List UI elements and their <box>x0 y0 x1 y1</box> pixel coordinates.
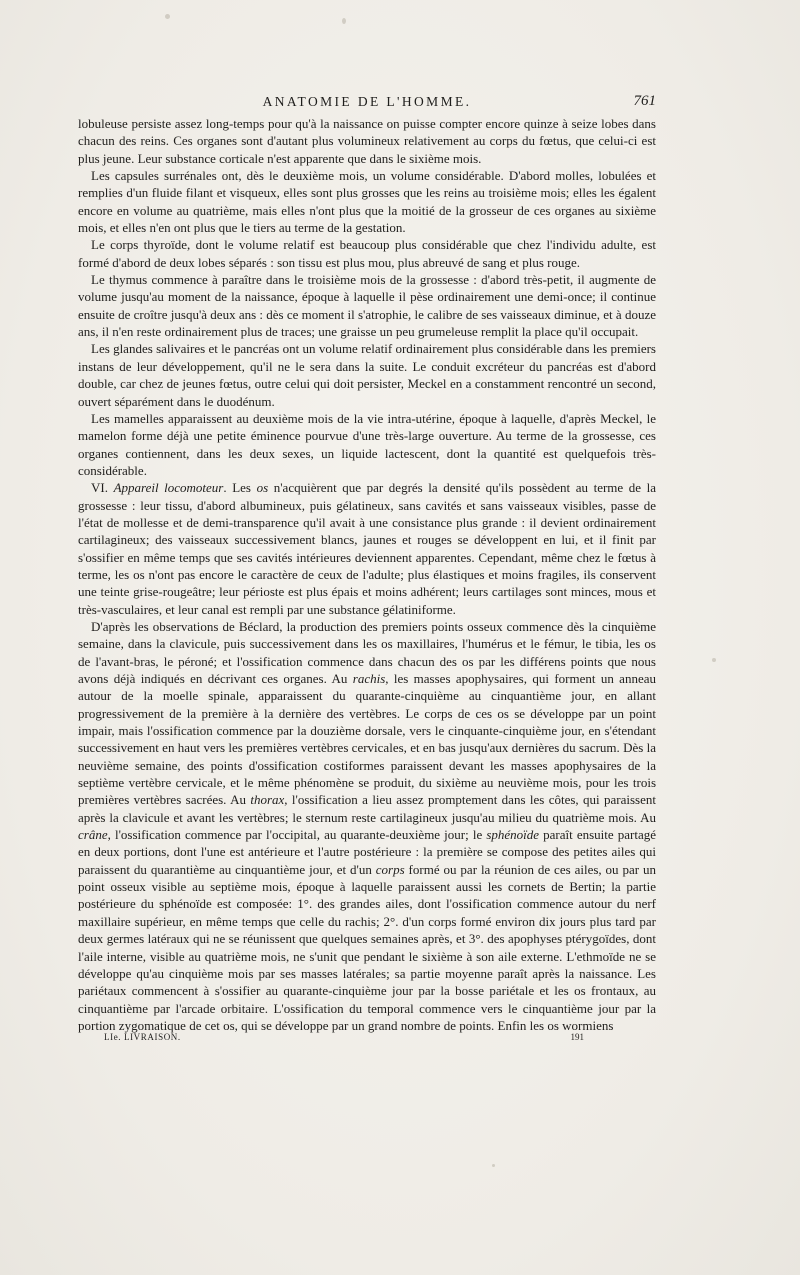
italic-term: corps <box>375 861 405 877</box>
text-run: Les capsules surrénales ont, dès le deuxième mois, un volume considérable. D'abord molles, lobulées et remplies d'un fluide filant et visqueux, elles sont plus grosses que les reins au troisième mois; elles les égalent encore en volume au quatrième, mais elles n'ont plus que la moitié de la grosseur de ces organes au sixième mois, et elles n'en ont plus que le tiers au terme de la gestation. <box>78 168 656 236</box>
page-header <box>78 94 656 114</box>
paragraph <box>78 479 656 618</box>
text-run: . Les <box>223 480 257 496</box>
italic-term: os <box>256 480 269 496</box>
text-run: formé ou par la réunion de ces ailes, ou par un point osseux visible au septième mois, époque à laquelle paraissent aussi les cornets de Bertin; la partie postérieure du sphénoïde est composée: 1°. des grandes ailes, dont l'ossification commence autour du nerf maxillaire supérieur, en même temps que celle du rachis; 2°. d'un corps formé environ dix jours plus tard par deux germes latéraux qui ne se réunissent que quelques semaines après, et 3°. des apophyses ptérygoïdes, dont l'aile interne, visible au quatrième mois, ne s'unit que pendant le sixième à son aile externe. L'ethmoïde ne se développe qu'au cinquième mois par ses masses latérales; sa partie moyenne paraît après la naissance. Les pariétaux commencent à s'ossifier au quarante-cinquième jour par la bosse pariétale et les os frontaux, au cinquantième par l'arcade orbitaire. L'ossification du temporal commence vers le cinquantième jour par la portion zygomatique de cet os, qui se développe par un grand nombre de points. Enfin les os wormiens <box>78 861 656 1033</box>
text-run: , l'ossification commence par l'occipital, au quarante-deuxième jour; le <box>107 827 487 843</box>
text-run: Les glandes salivaires et le pancréas ont un volume relatif ordinairement plus considérable dans les premiers instans de leur développement, qu'il ne le sera dans la suite. Le conduit excréteur du pancréas est d'abord double, car chez de jeunes fœtus, outre celui qui doit persister, Meckel en a constamment rencontré un second, ouvert séparément dans le duodénum. <box>78 341 656 409</box>
paragraph <box>78 115 656 167</box>
text-run: Le corps thyroïde, dont le volume relatif est beaucoup plus considérable que chez l'individu adulte, est formé d'abord de deux lobes séparés : son tissu est plus mou, plus abreuvé de sang et plus rouge. <box>78 237 656 270</box>
text-run: , les masses apophysaires, qui forment un anneau autour de la moelle spinale, apparaissent du quarante-cinquième au cinquantième jour, en allant progressivement de la première à la dernière des vertèbres. Le corps de ces os se développe par un point impair, mais l'ossification commence par la douzième dorsale, vers le cinquante-cinquième jour, en s'étendant successivement en haut vers les premières vertèbres cervicales, et en bas jusqu'aux dernières du sacrum. Dès la neuvième semaine, des points d'ossification costiformes paraissent devant les masses apophysaires de la septième vertèbre cervicale, et le même phénomène se produit, du sixième au neuvième mois, pour les trois premières vertèbres sacrées. Au <box>78 671 656 808</box>
text-run: n'acquièrent que par degrés la densité qu'ils possèdent au terme de la grossesse : leur tissu, d'abord albumineux, puis gélatineux, sans cavités et sans vaisseaux visibles, passe de l'état de mollesse et de demi-transparence qu'il avait à une consistance plus grande : il devient ordinairement cartilagineux; des vaisseaux successivement blancs, jaunes et rouges se développent en lui, et il finit par s'ossifier en même temps que ses cavités intérieures deviennent apparentes. Cependant, même chez le fœtus à terme, les os n'ont pas encore le caractère de ceux de l'adulte; plus élastiques et moins fragiles, ils conservent une teinte grise-rougeâtre; leur périoste est plus épais et moins adhérent; leurs cartilages sont minces, mous et très-vasculaires, et leur canal est rempli par une substance gélatiniforme. <box>78 480 656 617</box>
italic-term: thorax <box>250 792 285 808</box>
text-run: Les mamelles apparaissent au deuxième mois de la vie intra-utérine, époque à laquelle, d'après Meckel, le mamelon forme déjà une petite éminence pourvue d'une très-large ouverture. Au terme de la grossesse, ces organes contiennent, dans les deux sexes, un liquide lactescent, dont la quantité est quelquefois très-considérable. <box>78 410 656 478</box>
signature-mark: LIe. LIVRAISON. <box>104 1032 181 1042</box>
paragraph <box>78 271 656 340</box>
running-title: ANATOMIE DE L'HOMME. <box>262 94 472 109</box>
text-run: paraît ensuite partagé en deux portions, dont l'une est antérieure et l'autre postérieure : la première se compose des petites ailes qui paraissent du quarantième au cinquantième jour, et d'un <box>78 827 656 877</box>
paper-speck <box>342 18 346 24</box>
italic-term: Appareil locomoteur <box>113 480 224 496</box>
text-run: Le thymus commence à paraître dans le troisième mois de la grossesse : d'abord très-petit, il augmente de volume jusqu'au moment de la naissance, époque à laquelle il pèse ordinairement une demi-once; il continue ensuite de croître jusqu'à deux ans : dès ce moment il s'atrophie, le calibre de ses vaisseaux diminue, et à douze ans, il n'en reste ordinairement plus de traces; une graisse un peu grumeleuse remplit la place qu'il occupait. <box>78 272 656 340</box>
paragraph <box>78 410 656 479</box>
text-run: , l'ossification a lieu assez promptement dans les côtes, qui paraissent après la clavicule et avant les vertèbres; le sternum reste cartilagineux jusqu'au milieu du quatrième mois. Au <box>78 792 656 825</box>
folio-number: 191 <box>570 1032 584 1042</box>
paper-speck <box>165 14 170 19</box>
paper-speck <box>492 1164 495 1167</box>
italic-term: rachis <box>352 671 386 686</box>
page-footer <box>104 1032 584 1048</box>
page-number: 761 <box>633 93 656 109</box>
paper-speck <box>712 658 716 662</box>
paragraph <box>78 236 656 271</box>
text-run: VI. <box>91 480 114 496</box>
body-text <box>78 115 656 1034</box>
paragraph <box>78 618 656 1034</box>
paragraph <box>78 340 656 409</box>
italic-term: sphénoïde <box>486 827 540 843</box>
text-run: lobuleuse persiste assez long-temps pour qu'à la naissance on puisse compter encore quinze à seize lobes dans chacun des reins. Ces organes sont d'autant plus volumineux relativement au corps du fœtus, que celui-ci est plus jeune. Leur substance corticale n'est apparente que dans le sixième mois. <box>78 116 656 166</box>
paragraph <box>78 167 656 236</box>
italic-term: crâne <box>78 827 108 843</box>
text-run: D'après les observations de Béclard, la production des premiers points osseux commence dès la cinquième semaine, dans la clavicule, puis successivement dans les os maxillaires, l'humérus et le fémur, le tibia, les os de l'avant-bras, le péroné; et l'ossification commence dans chacun des os par les différens points que nous avons déjà indiqués en décrivant ces organes. Au <box>78 618 656 686</box>
